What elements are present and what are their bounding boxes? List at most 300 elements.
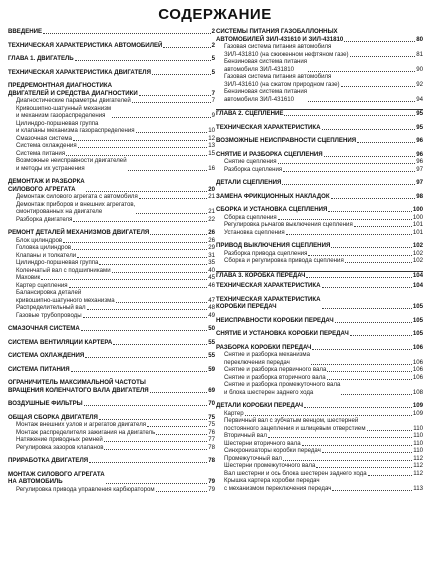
dot-leader bbox=[331, 198, 416, 199]
toc-entry-title: ВОЗМОЖНЫЕ НЕИСПРАВНОСТИ СЦЕПЛЕНИЯ bbox=[216, 137, 357, 144]
dot-leader bbox=[322, 452, 412, 453]
dot-leader bbox=[84, 405, 208, 406]
dot-leader bbox=[278, 163, 416, 164]
toc-page-number: 112 bbox=[413, 454, 423, 462]
dot-leader bbox=[147, 426, 207, 427]
toc-section-entry[interactable] bbox=[216, 206, 423, 214]
dot-leader bbox=[156, 434, 207, 435]
dot-leader bbox=[322, 308, 412, 309]
toc-page-number: 110 bbox=[413, 424, 423, 432]
toc-entry-title: Разборка сцепления bbox=[224, 165, 283, 173]
toc-section-entry[interactable] bbox=[8, 457, 215, 465]
dot-leader bbox=[99, 419, 207, 420]
toc-page-number: 45 bbox=[208, 274, 215, 281]
toc-subsection-entry[interactable] bbox=[216, 470, 423, 478]
toc-page-number: 104 bbox=[412, 282, 423, 289]
toc-subsection-entry[interactable] bbox=[216, 455, 423, 463]
toc-page-number: 80 bbox=[416, 35, 423, 43]
toc-subsection-entry[interactable] bbox=[216, 43, 423, 58]
toc-entry-title: ДЕТАЛИ СЦЕПЛЕНИЯ bbox=[216, 179, 282, 186]
dot-leader bbox=[304, 407, 412, 408]
dot-leader bbox=[81, 330, 207, 331]
toc-page-number: 106 bbox=[412, 358, 423, 366]
toc-section-entry[interactable] bbox=[8, 178, 215, 193]
toc-page-number: 20 bbox=[208, 185, 215, 193]
toc-subsection-entry[interactable] bbox=[8, 259, 215, 267]
toc-page-number: 46 bbox=[208, 281, 215, 289]
toc-subsection-entry[interactable] bbox=[216, 440, 423, 448]
toc-entry-title: СИСТЕМА ВЕНТИЛЯЦИИ КАРТЕРА bbox=[8, 338, 113, 346]
dot-leader bbox=[322, 287, 412, 288]
toc-page-number: 106 bbox=[412, 373, 423, 381]
toc-entry-title: Система охлаждения bbox=[16, 142, 77, 149]
dot-leader bbox=[66, 155, 207, 156]
toc-page-number: 105 bbox=[412, 330, 423, 337]
dot-leader bbox=[368, 475, 413, 476]
toc-page-number: 49 bbox=[208, 311, 215, 319]
toc-page-number: 92 bbox=[416, 80, 423, 88]
toc-subsection-entry[interactable] bbox=[216, 88, 423, 103]
toc-page-number: 104 bbox=[412, 271, 423, 279]
toc-page-number: 15 bbox=[208, 149, 215, 157]
toc-subsection-entry[interactable] bbox=[8, 244, 215, 252]
dot-leader bbox=[77, 257, 207, 258]
dot-leader bbox=[367, 430, 413, 431]
toc-entry-title: СНЯТИЕ И УСТАНОВКА КОРОБКИ ПЕРЕДАЧ bbox=[216, 330, 349, 337]
toc-entry-title: Картер bbox=[224, 409, 244, 417]
dot-leader bbox=[156, 491, 208, 492]
toc-subsection-entry[interactable] bbox=[8, 312, 215, 320]
toc-page-number: 110 bbox=[413, 432, 423, 439]
toc-section-entry[interactable] bbox=[216, 109, 423, 118]
dot-leader bbox=[286, 234, 412, 235]
toc-subsection-entry[interactable] bbox=[8, 304, 215, 312]
dot-leader bbox=[43, 33, 210, 34]
dot-leader bbox=[306, 277, 411, 278]
toc-page-number: 94 bbox=[416, 95, 423, 103]
toc-section-entry[interactable] bbox=[8, 366, 215, 374]
toc-subsection-entry[interactable] bbox=[216, 58, 423, 73]
toc-page-number: 21 bbox=[208, 208, 215, 215]
toc-entry-title: Клапаны и толкатели bbox=[16, 251, 77, 259]
toc-entry-title: ГЛАВА 2. СЦЕПЛЕНИЕ bbox=[216, 110, 284, 117]
toc-subsection-entry[interactable] bbox=[8, 421, 215, 429]
toc-subsection-entry[interactable] bbox=[8, 274, 215, 282]
toc-entry-title: ПРИВОД ВЫКЛЮЧЕНИЯ СЦЕПЛЕНИЯ bbox=[216, 242, 331, 249]
dot-leader bbox=[335, 322, 412, 323]
dot-leader bbox=[350, 56, 416, 57]
dot-leader bbox=[152, 74, 211, 75]
dot-leader bbox=[324, 156, 416, 157]
toc-entry-title: Демонтаж силового агрегата с автомобиля bbox=[16, 193, 138, 200]
dot-leader bbox=[136, 132, 208, 133]
toc-page-number: 50 bbox=[208, 325, 215, 332]
toc-subsection-entry[interactable] bbox=[8, 267, 215, 275]
toc-entry-title: Система питания bbox=[16, 149, 66, 157]
toc-subsection-entry[interactable] bbox=[8, 97, 215, 105]
toc-entry-title: Картер сцепления bbox=[16, 281, 68, 289]
dot-leader bbox=[341, 86, 416, 87]
toc-page-number: 55 bbox=[208, 352, 215, 359]
toc-subsection-entry[interactable] bbox=[8, 193, 215, 201]
toc-left-column bbox=[8, 28, 215, 493]
dot-leader bbox=[71, 371, 208, 372]
dot-leader bbox=[357, 142, 415, 143]
toc-page-number: 100 bbox=[412, 213, 423, 221]
toc-page-number: 26 bbox=[208, 236, 215, 244]
toc-page-number: 12 bbox=[208, 134, 215, 142]
toc-entry-title: Снятие и разборка промежуточного вала и блока шестерен заднего хода bbox=[224, 381, 341, 396]
toc-subsection-entry[interactable] bbox=[8, 201, 215, 216]
dot-leader bbox=[89, 462, 207, 463]
toc-entry-title: ДЕТАЛИ КОРОБКИ ПЕРЕДАЧ bbox=[216, 402, 304, 409]
dot-leader bbox=[83, 317, 208, 318]
dot-leader bbox=[308, 71, 415, 72]
toc-entry-title: Цилиндро-поршневая группа bbox=[16, 259, 99, 266]
toc-entry-title: Кривошипно-шатунный механизм и механизм газораспределения bbox=[16, 104, 112, 119]
dot-leader bbox=[328, 211, 411, 212]
toc-subsection-entry[interactable] bbox=[216, 366, 423, 374]
toc-subsection-entry[interactable] bbox=[8, 444, 215, 452]
toc-page-number: 79 bbox=[208, 485, 215, 493]
toc-page-number: 109 bbox=[412, 409, 423, 417]
toc-page-number: 75 bbox=[208, 413, 215, 421]
toc-page-number: 112 bbox=[413, 469, 423, 477]
toc-subsection-entry[interactable] bbox=[216, 432, 423, 440]
toc-entry-title: Возможные неисправности двигателей и методы их устранения bbox=[16, 157, 127, 172]
toc-page-number: 26 bbox=[208, 229, 215, 236]
toc-subsection-entry[interactable] bbox=[216, 417, 423, 432]
toc-section-entry[interactable] bbox=[216, 317, 423, 325]
toc-subsection-entry[interactable] bbox=[8, 429, 215, 437]
toc-section-entry[interactable] bbox=[216, 271, 423, 280]
dot-leader bbox=[245, 415, 412, 416]
dot-leader bbox=[350, 335, 412, 336]
toc-section-entry[interactable] bbox=[216, 282, 423, 290]
toc-entry-title: Демонтаж приборов и внешних агрегатов, смонтированных на двигателе bbox=[16, 200, 136, 215]
toc-subsection-entry[interactable] bbox=[8, 150, 215, 158]
toc-entry-title: ОГРАНИЧИТЕЛЬ МАКСИМАЛЬНОЙ ЧАСТОТЫ ВРАЩЕНИЯ КОЛЕНЧАТОГО ВАЛА ДВИГАТЕЛЯ bbox=[8, 379, 149, 394]
toc-page-number: 108 bbox=[412, 388, 423, 396]
dot-leader bbox=[85, 357, 207, 358]
toc-page-number: 113 bbox=[413, 484, 423, 492]
toc-page-number: 105 bbox=[412, 316, 423, 324]
toc-page-number: 48 bbox=[208, 304, 215, 311]
dot-leader bbox=[332, 490, 412, 491]
toc-right-column bbox=[216, 28, 423, 492]
toc-page-number: 90 bbox=[416, 65, 423, 73]
dot-leader bbox=[284, 115, 415, 116]
toc-page-number: 78 bbox=[208, 443, 215, 451]
toc-section-entry[interactable] bbox=[8, 69, 215, 77]
toc-subsection-entry[interactable] bbox=[216, 462, 423, 470]
toc-entry-title: Газовая система питания автомобиля ЗИЛ-431810 (на сжиженном нефтяном газе) bbox=[224, 43, 349, 58]
dot-leader bbox=[72, 249, 207, 250]
toc-entry-title: Монтаж распределителя зажигания на двигатель bbox=[16, 428, 156, 436]
toc-subsection-entry[interactable] bbox=[8, 436, 215, 444]
toc-entry-title: Первичный вал с зубчатым венцом, шестерней постоянного зацепления и шлицевым отверстием bbox=[224, 417, 366, 432]
dot-leader bbox=[327, 379, 412, 380]
toc-entry-title: Разборка привода сцепления bbox=[224, 249, 308, 257]
toc-entry-title: Блок цилиндров bbox=[16, 236, 63, 244]
toc-entry-title: Разборка двигателя bbox=[16, 215, 73, 223]
dot-leader bbox=[344, 41, 415, 42]
toc-page-number: 105 bbox=[412, 303, 423, 310]
dot-leader bbox=[116, 302, 208, 303]
toc-subsection-entry[interactable] bbox=[216, 166, 423, 174]
dot-leader bbox=[322, 129, 416, 130]
toc-subsection-entry[interactable] bbox=[8, 157, 215, 172]
toc-entry-title: ТЕХНИЧЕСКАЯ ХАРАКТЕРИСТИКА АВТОМОБИЛЕЙ bbox=[8, 41, 163, 49]
toc-page-number: 70 bbox=[208, 400, 215, 407]
toc-entry-title: МОНТАЖ СИЛОВОГО АГРЕГАТА НА АВТОМОБИЛЬ bbox=[8, 470, 105, 485]
toc-subsection-entry[interactable] bbox=[8, 135, 215, 143]
toc-entry-title: Крышка картера коробки передач с механизмом переключения передач bbox=[224, 477, 332, 492]
dot-leader bbox=[302, 445, 413, 446]
toc-subsection-entry[interactable] bbox=[8, 486, 215, 494]
toc-entry-title: Вал шестерни и ось блока шестерен заднего хода bbox=[224, 469, 367, 477]
toc-subsection-entry[interactable] bbox=[216, 477, 423, 492]
toc-page-number: 22 bbox=[208, 215, 215, 223]
toc-entry-title: Снятие и разборка первичного вала bbox=[224, 366, 327, 373]
toc-section-entry[interactable] bbox=[8, 400, 215, 408]
dot-leader bbox=[106, 483, 208, 484]
toc-entry-title: ВОЗДУШНЫЕ ФИЛЬТРЫ bbox=[8, 400, 83, 407]
dot-leader bbox=[163, 47, 210, 48]
toc-entry-title: РАЗБОРКА КОРОБКИ ПЕРЕДАЧ bbox=[216, 343, 312, 351]
toc-entry-title: ЗАМЕНА ФРИКЦИОННЫХ НАКЛАДОК bbox=[216, 192, 330, 200]
toc-page-number: 110 bbox=[413, 447, 423, 454]
toc-page-number: 97 bbox=[416, 165, 423, 173]
toc-entry-title: ГЛАВА 1. ДВИГАТЕЛЬ bbox=[8, 55, 74, 62]
toc-subsection-entry[interactable] bbox=[216, 410, 423, 418]
dot-leader bbox=[63, 242, 207, 243]
toc-entry-title: Коленчатый вал с подшипниками bbox=[16, 266, 111, 274]
toc-page-number: 102 bbox=[412, 257, 423, 264]
toc-subsection-entry[interactable] bbox=[8, 216, 215, 224]
toc-subsection-entry[interactable] bbox=[216, 374, 423, 382]
toc-entry-title: Регулировка рычагов выключения сцепления bbox=[224, 221, 353, 228]
dot-leader bbox=[354, 226, 412, 227]
toc-page-number: 59 bbox=[208, 365, 215, 373]
dot-leader bbox=[150, 392, 208, 393]
toc-section-entry[interactable] bbox=[216, 242, 423, 250]
toc-section-entry[interactable] bbox=[8, 379, 215, 394]
toc-entry-title: ПРЕДРЕМОНТНАЯ ДИАГНОСТИКА ДВИГАТЕЛЕЙ И СРЕДСТВА ДИАГНОСТИКИ bbox=[8, 82, 138, 97]
toc-section-entry[interactable] bbox=[216, 137, 423, 145]
toc-page-number: 21 bbox=[208, 193, 215, 200]
dot-leader bbox=[283, 460, 412, 461]
toc-page-number: 9 bbox=[211, 112, 215, 119]
dot-leader bbox=[308, 101, 415, 102]
toc-page-number: 110 bbox=[413, 439, 423, 447]
toc-entry-title: Шестерни вторичного вала bbox=[224, 439, 301, 447]
toc-entry-title: СНЯТИЕ И РАЗБОРКА СЦЕПЛЕНИЯ bbox=[216, 150, 323, 158]
toc-page-number: 13 bbox=[208, 142, 215, 149]
toc-page-number: 78 bbox=[208, 457, 215, 464]
toc-page-number: 40 bbox=[208, 266, 215, 274]
toc-subsection-entry[interactable] bbox=[8, 120, 215, 135]
dot-leader bbox=[311, 364, 412, 365]
toc-entry-title: Бензиновая система питания автомобиля ЗИЛ-431810 bbox=[224, 58, 308, 73]
dot-leader bbox=[78, 147, 208, 148]
toc-section-entry[interactable] bbox=[216, 344, 423, 352]
toc-subsection-entry[interactable] bbox=[216, 447, 423, 455]
toc-page-number: 81 bbox=[416, 50, 423, 58]
dot-leader bbox=[136, 213, 207, 214]
dot-leader bbox=[331, 247, 411, 248]
toc-entry-title: Сборка и регулировка привода сцепления bbox=[224, 257, 344, 264]
toc-subsection-entry[interactable] bbox=[8, 237, 215, 245]
dot-leader bbox=[139, 95, 211, 96]
toc-subsection-entry[interactable] bbox=[216, 73, 423, 88]
toc-section-entry[interactable] bbox=[8, 55, 215, 63]
toc-page-number: 97 bbox=[416, 179, 423, 186]
toc-section-entry[interactable] bbox=[8, 82, 215, 97]
toc-entry-title: Газовые трубопроводы bbox=[16, 311, 82, 319]
toc-page-number: 96 bbox=[416, 150, 423, 158]
toc-subsection-entry[interactable] bbox=[8, 282, 215, 290]
toc-page-number: 35 bbox=[208, 259, 215, 266]
toc-entry-title: ГЛАВА 3. КОРОБКА ПЕРЕДАЧ bbox=[216, 271, 306, 279]
dot-leader bbox=[99, 264, 207, 265]
toc-subsection-entry[interactable] bbox=[8, 289, 215, 304]
toc-subsection-entry[interactable] bbox=[216, 257, 423, 265]
dot-leader bbox=[139, 198, 207, 199]
toc-entry-title: Натяжение приводных ремней bbox=[16, 436, 103, 443]
toc-subsection-entry[interactable] bbox=[8, 105, 215, 120]
toc-entry-title: ВВЕДЕНИЕ bbox=[8, 28, 43, 35]
toc-entry-title: Цилиндро-поршневая группа и клапаны механизма газораспределения bbox=[16, 119, 135, 134]
toc-page-number: 5 bbox=[211, 55, 215, 62]
toc-section-entry[interactable] bbox=[8, 471, 215, 486]
dot-leader bbox=[128, 170, 208, 171]
toc-entry-title: Промежуточный вал bbox=[224, 454, 282, 462]
toc-entry-title: Снятие и разборка механизма переключения передач bbox=[224, 351, 310, 366]
toc-entry-title: Газовая система питания автомобиля ЗИЛ-431610 (на сжатом природном газе) bbox=[224, 73, 340, 88]
dot-leader bbox=[73, 140, 207, 141]
toc-entry-title: СИСТЕМА ПИТАНИЯ bbox=[8, 365, 70, 373]
toc-entry-title: Шестерни промежуточного вала bbox=[224, 462, 316, 469]
toc-section-entry[interactable] bbox=[8, 28, 215, 36]
toc-subsection-entry[interactable] bbox=[216, 250, 423, 258]
toc-page-number: 96 bbox=[416, 158, 423, 165]
toc-page-number: 76 bbox=[208, 428, 215, 436]
toc-section-entry[interactable] bbox=[8, 339, 215, 347]
dot-leader bbox=[41, 279, 207, 280]
toc-entry-title: ТЕХНИЧЕСКАЯ ХАРАКТЕРИСТИКА bbox=[216, 123, 321, 131]
toc-entry-title: ТЕХНИЧЕСКАЯ ХАРАКТЕРИСТИКА bbox=[216, 282, 321, 289]
dot-leader bbox=[87, 309, 208, 310]
dot-leader bbox=[69, 287, 208, 288]
toc-section-entry[interactable] bbox=[216, 330, 423, 338]
toc-section-entry[interactable] bbox=[216, 402, 423, 410]
toc-subsection-entry[interactable] bbox=[216, 158, 423, 166]
dot-leader bbox=[112, 117, 211, 118]
toc-subsection-entry[interactable] bbox=[216, 351, 423, 366]
toc-entry-title: ПРИРАБОТКА ДВИГАТЕЛЯ bbox=[8, 457, 89, 464]
toc-entry-title: ТЕХНИЧЕСКАЯ ХАРАКТЕРИСТИКА ДВИГАТЕЛЯ bbox=[8, 68, 151, 76]
toc-page-number: 29 bbox=[208, 244, 215, 251]
toc-page-number: 102 bbox=[412, 249, 423, 257]
toc-page-number: 98 bbox=[416, 192, 423, 200]
toc-page-number: 55 bbox=[208, 338, 215, 346]
toc-entry-title: СИСТЕМА ОХЛАЖДЕНИЯ bbox=[8, 352, 85, 359]
toc-entry-title: Распределительный вал bbox=[16, 304, 86, 311]
toc-page-number: 106 bbox=[412, 343, 423, 351]
toc-subsection-entry[interactable] bbox=[216, 381, 423, 396]
dot-leader bbox=[316, 467, 412, 468]
toc-page-number: 77 bbox=[208, 436, 215, 443]
toc-page-number: 47 bbox=[208, 296, 215, 304]
toc-entry-title: Снятие сцепления bbox=[224, 158, 277, 165]
toc-entry-title: ТЕХНИЧЕСКАЯ ХАРАКТЕРИСТИКА КОРОБКИ ПЕРЕДАЧ bbox=[216, 295, 321, 310]
dot-leader bbox=[308, 255, 411, 256]
toc-subsection-entry[interactable] bbox=[216, 221, 423, 229]
toc-entry-title: ДЕМОНТАЖ И РАЗБОРКА СИЛОВОГО АГРЕГАТА bbox=[8, 178, 85, 193]
toc-page-number: 112 bbox=[413, 462, 423, 469]
toc-subsection-entry[interactable] bbox=[216, 229, 423, 237]
toc-section-entry[interactable] bbox=[8, 352, 215, 360]
page-title: СОДЕРЖАНИЕ bbox=[158, 6, 272, 23]
toc-entry-title: Бензиновая система питания автомобиля ЗИЛ-431610 bbox=[224, 88, 308, 103]
toc-entry-title: Маховик bbox=[16, 274, 41, 281]
toc-subsection-entry[interactable] bbox=[216, 214, 423, 222]
toc-section-entry[interactable] bbox=[216, 296, 423, 311]
dot-leader bbox=[113, 344, 207, 345]
toc-section-entry[interactable] bbox=[216, 151, 423, 159]
toc-page-number: 100 bbox=[412, 206, 423, 213]
toc-entry-title: Регулировка зазоров клапанов bbox=[16, 443, 104, 451]
dot-leader bbox=[283, 171, 415, 172]
toc-section-entry[interactable] bbox=[216, 193, 423, 201]
toc-section-entry[interactable] bbox=[8, 229, 215, 237]
dot-leader bbox=[327, 371, 411, 372]
toc-entry-title: Смазочная система bbox=[16, 134, 73, 142]
toc-section-entry[interactable] bbox=[8, 42, 215, 50]
toc-entry-title: Вторичный вал bbox=[224, 432, 267, 439]
toc-entry-title: СМАЗОЧНАЯ СИСТЕМА bbox=[8, 325, 80, 332]
dot-leader bbox=[278, 219, 412, 220]
toc-page-number: 69 bbox=[208, 386, 215, 394]
toc-page-number: 5 bbox=[211, 68, 215, 76]
dot-leader bbox=[104, 441, 207, 442]
toc-page-number: 95 bbox=[416, 110, 423, 117]
dot-leader bbox=[282, 184, 415, 185]
dot-leader bbox=[112, 272, 208, 273]
toc-page-number: 96 bbox=[416, 137, 423, 144]
dot-leader bbox=[86, 191, 208, 192]
toc-page-number: 79 bbox=[208, 478, 215, 485]
toc-entry-title: Регулировка привода управления карбюратором bbox=[16, 485, 155, 493]
toc-entry-title: Монтаж внешних узлов и агрегатов двигателя bbox=[16, 421, 147, 428]
toc-section-entry[interactable] bbox=[216, 179, 423, 187]
toc-entry-title: Снятие и разборка вторичного вала bbox=[224, 373, 326, 381]
dot-leader bbox=[150, 234, 207, 235]
toc-entry-title: Синхронизаторы коробки передач bbox=[224, 447, 321, 454]
toc-page-number: 10 bbox=[208, 127, 215, 134]
toc-section-entry[interactable] bbox=[8, 325, 215, 333]
toc-subsection-entry[interactable] bbox=[8, 252, 215, 260]
toc-section-entry[interactable] bbox=[8, 414, 215, 422]
toc-section-entry[interactable] bbox=[216, 28, 423, 43]
dot-leader bbox=[73, 221, 207, 222]
toc-page-number: 2 bbox=[211, 28, 215, 35]
toc-page-number: 16 bbox=[208, 164, 215, 172]
toc-section-entry[interactable] bbox=[216, 124, 423, 132]
toc-subsection-entry[interactable] bbox=[8, 142, 215, 150]
dot-leader bbox=[341, 394, 411, 395]
